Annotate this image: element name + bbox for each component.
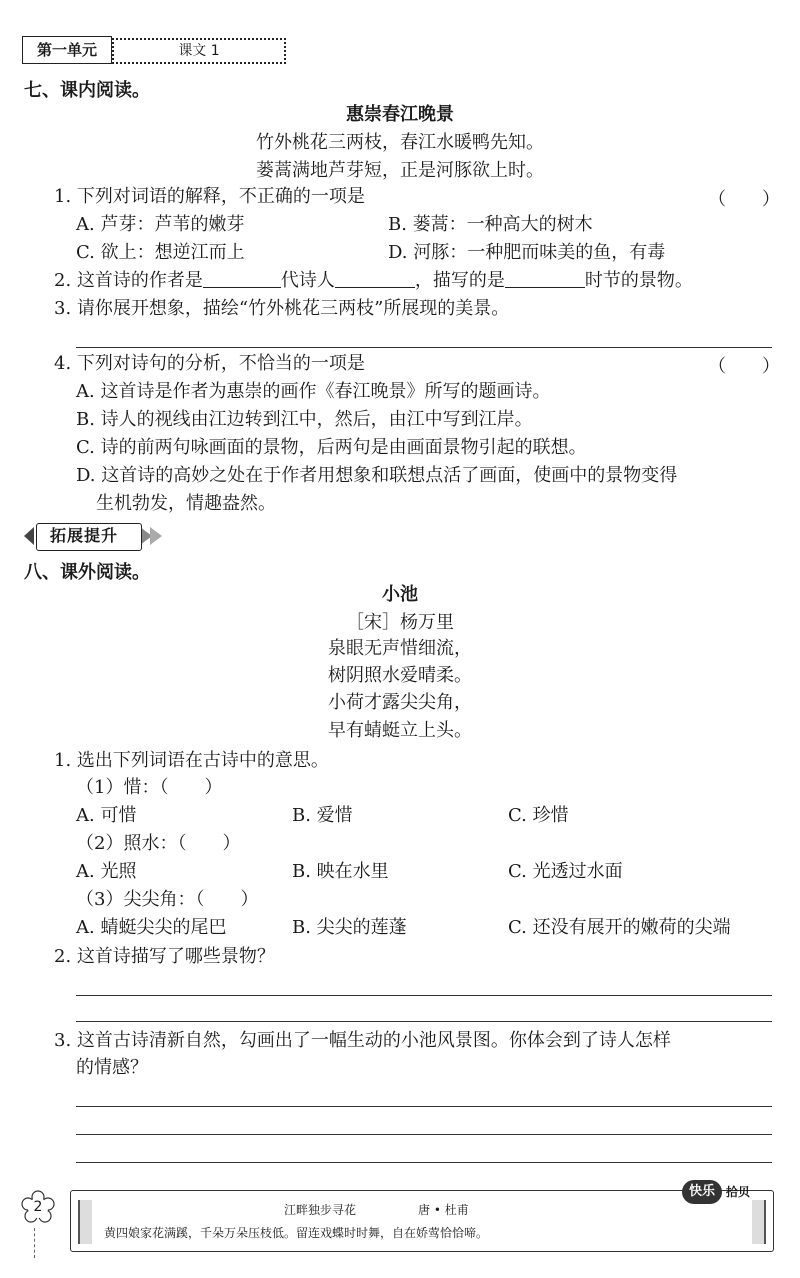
poem-title-1: 惠崇春江晚景 <box>346 104 454 125</box>
q8-1-sub-2-label[interactable]: （2）照水：（ ） <box>76 833 241 854</box>
blank-season[interactable] <box>505 269 585 288</box>
q8-1-sub-2-option-a[interactable]: A. 光照 <box>76 861 137 882</box>
q8-3-stem-line-2: 的情感？ <box>76 1057 148 1078</box>
q7-4-option-b[interactable]: B. 诗人的视线由江边转到江中，然后，由江中写到江岸。 <box>76 409 533 430</box>
q8-1-sub-3-option-c[interactable]: C. 还没有展开的嫩荷的尖端 <box>508 917 731 938</box>
section-7-title: 七、课内阅读。 <box>24 80 150 101</box>
happy-collect-badge <box>682 1180 782 1206</box>
q8-1-stem: 1. 选出下列词语在古诗中的意思。 <box>54 750 329 771</box>
section-8-title: 八、课外阅读。 <box>24 562 150 583</box>
blank-poet[interactable] <box>335 269 415 288</box>
q7-4-option-d-continued: 生机勃发，情趣盎然。 <box>96 493 276 514</box>
banner-label: 拓展提升 <box>50 526 119 545</box>
q8-1-sub-2-option-c[interactable]: C. 光透过水面 <box>508 861 623 882</box>
blank-dynasty[interactable] <box>203 269 281 288</box>
q7-2-part-1: 2. 这首诗的作者是 <box>54 270 203 291</box>
poem-1-line-1: 竹外桃花三两枝，春江水暖鸭先知。 <box>256 132 544 153</box>
poem-2-author: ［宋］杨万里 <box>346 612 454 633</box>
page-number: 2 <box>33 1199 43 1215</box>
footer-poem-author: 唐 • 杜甫 <box>418 1203 469 1217</box>
q7-1-option-b[interactable]: B. 蒌蒿：一种高大的树木 <box>388 214 593 235</box>
q8-3-answer-line-1[interactable] <box>76 1106 772 1107</box>
footer-poem-text: 黄四娘家花满蹊，千朵万朵压枝低。留连戏蝶时时舞，自在娇莺恰恰啼。 <box>104 1226 489 1240</box>
footer-left-bracket <box>78 1200 92 1244</box>
footer-right-bracket <box>752 1200 766 1244</box>
q8-1-sub-1-option-a[interactable]: A. 可惜 <box>76 805 137 826</box>
q8-3-answer-line-2[interactable] <box>76 1134 772 1135</box>
q7-1-option-a[interactable]: A. 芦芽：芦苇的嫩芽 <box>76 214 245 235</box>
unit-tab: 第一单元 <box>22 36 112 64</box>
lesson-label: 课文 1 <box>112 38 286 64</box>
badge-side: 拾贝 <box>726 1185 751 1199</box>
flower-stem <box>34 1228 35 1258</box>
q7-4-answer-paren[interactable]: （ ） <box>708 356 780 377</box>
q8-1-sub-2-option-b[interactable]: B. 映在水里 <box>292 861 389 882</box>
q8-3-stem-line-1: 3. 这首古诗清新自然，勾画出了一幅生动的小池风景图。你体会到了诗人怎样 <box>54 1030 671 1051</box>
q7-4-stem: 4. 下列对诗句的分析，不恰当的一项是 <box>54 353 365 374</box>
footer-poem-title: 江畔独步寻花 <box>284 1203 357 1217</box>
q8-2-stem: 2. 这首诗描写了哪些景物？ <box>54 946 275 967</box>
q8-2-answer-line-1[interactable] <box>76 995 772 996</box>
poem-title-2: 小池 <box>382 584 418 605</box>
q8-3-answer-line-3[interactable] <box>76 1162 772 1163</box>
q7-4-option-a[interactable]: A. 这首诗是作者为惠崇的画作《春江晚景》所写的题画诗。 <box>76 381 551 402</box>
q8-1-sub-3-option-a[interactable]: A. 蜻蜓尖尖的尾巴 <box>76 917 227 938</box>
q7-1-option-c[interactable]: C. 欲上：想逆江而上 <box>76 242 245 263</box>
q7-1-answer-paren[interactable]: （ ） <box>708 189 780 210</box>
q7-2-part-4: 时节的景物。 <box>584 270 693 291</box>
q7-2-part-3: ，描写的是 <box>414 270 505 291</box>
q7-3-stem: 3. 请你展开想象，描绘“竹外桃花三两枝”所展现的美景。 <box>54 298 510 319</box>
q7-1-option-d[interactable]: D. 河豚：一种肥而味美的鱼，有毒 <box>388 242 666 263</box>
poem-2-line-1: 泉眼无声惜细流， <box>328 638 472 659</box>
q8-1-sub-1-option-c[interactable]: C. 珍惜 <box>508 805 569 826</box>
badge-main: 快乐 <box>682 1180 722 1204</box>
poem-2-line-3: 小荷才露尖尖角， <box>328 692 472 713</box>
poem-2-line-2: 树阴照水爱晴柔。 <box>328 665 472 686</box>
q8-1-sub-1-label[interactable]: （1）惜：（ ） <box>76 777 223 798</box>
q8-1-sub-3-option-b[interactable]: B. 尖尖的莲蓬 <box>292 917 407 938</box>
q8-2-answer-line-2[interactable] <box>76 1021 772 1022</box>
q8-1-sub-3-label[interactable]: （3）尖尖角：（ ） <box>76 889 259 910</box>
q7-1-stem: 1. 下列对词语的解释，不正确的一项是 <box>54 186 365 207</box>
q7-2-part-2: 代诗人 <box>280 270 335 291</box>
q7-4-option-d[interactable]: D. 这首诗的高妙之处在于作者用想象和联想点活了画面，使画中的景物变得 <box>76 465 678 486</box>
q8-1-sub-1-option-b[interactable]: B. 爱惜 <box>292 805 353 826</box>
q7-3-answer-line[interactable] <box>76 347 772 348</box>
poem-1-line-2: 蒌蒿满地芦芽短，正是河豚欲上时。 <box>256 160 544 181</box>
page-number-badge <box>18 1188 58 1228</box>
q7-4-option-c[interactable]: C. 诗的前两句咏画面的景物，后两句是由画面景物引起的联想。 <box>76 437 587 458</box>
footer-poem-box <box>70 1190 774 1252</box>
q7-2 <box>54 269 693 293</box>
extension-banner <box>22 523 152 549</box>
poem-2-line-4: 早有蜻蜓立上头。 <box>328 720 472 741</box>
